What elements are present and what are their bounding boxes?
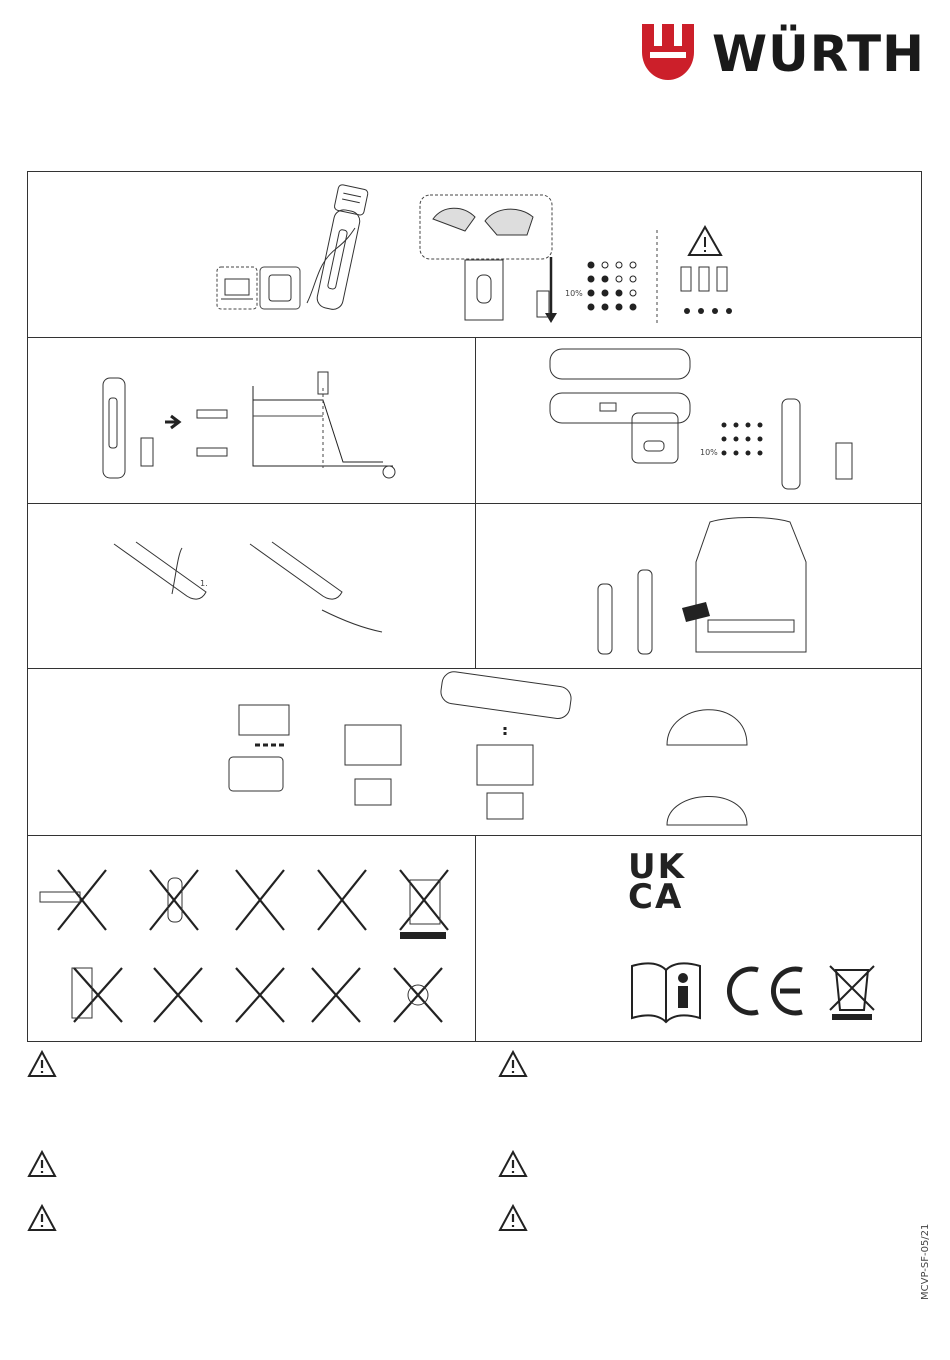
ukca-mark	[628, 847, 692, 917]
prohibition-pictograms	[38, 850, 468, 1030]
lanyard-step-label: 1.	[200, 579, 208, 588]
warning-icon	[27, 1204, 57, 1232]
divider	[27, 668, 922, 669]
level-percent-label: 10%	[700, 448, 718, 457]
warning-icon	[498, 1150, 528, 1178]
document-code: MCVP-SF-05/21	[920, 1223, 931, 1300]
belt-clip-illustration	[580, 512, 820, 662]
warning-icon	[27, 1050, 57, 1078]
charging-illustration	[215, 185, 765, 325]
charge-percent-label: 10%	[565, 289, 583, 298]
helmet-mount-illustration	[215, 675, 775, 830]
warning-icon	[498, 1050, 528, 1078]
modes-illustration	[540, 345, 870, 495]
ukca-line-2: CA	[628, 877, 684, 917]
divider	[475, 835, 476, 1042]
runtime-graph	[95, 368, 405, 483]
warning-icon	[27, 1150, 57, 1178]
certification-marks	[630, 960, 880, 1022]
brand-name: WÜRTH	[712, 25, 925, 83]
divider	[475, 337, 476, 668]
warning-icon	[498, 1204, 528, 1232]
lanyard-illustration	[110, 540, 400, 640]
ukca-line-1: UK	[628, 847, 686, 887]
